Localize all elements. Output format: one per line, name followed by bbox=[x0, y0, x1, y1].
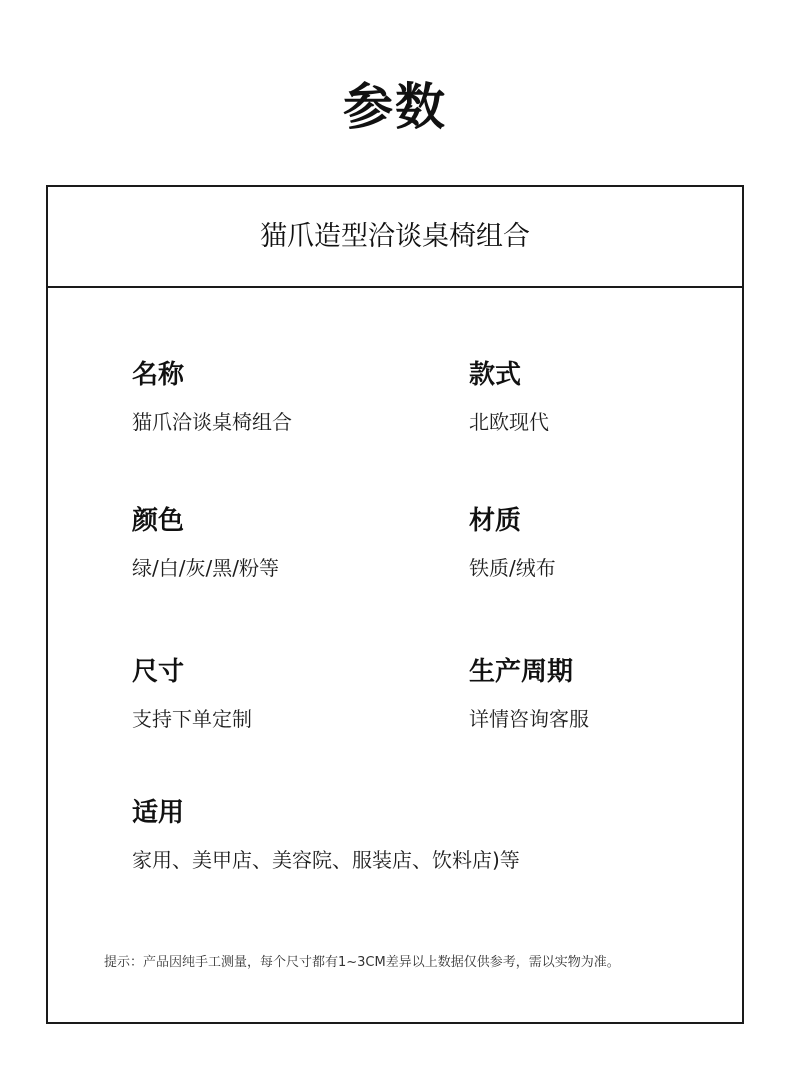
spec-value: 猫爪洽谈桌椅组合 bbox=[132, 410, 292, 434]
spec-label: 材质 bbox=[469, 506, 522, 536]
spec-color bbox=[132, 504, 279, 582]
spec-name bbox=[132, 358, 292, 436]
spec-value: 铁质/绒布 bbox=[469, 556, 556, 580]
spec-style bbox=[469, 358, 549, 436]
spec-value: 绿/白/灰/黑/粉等 bbox=[132, 556, 279, 580]
spec-material bbox=[469, 504, 556, 582]
spec-table bbox=[46, 185, 744, 1024]
spec-value: 北欧现代 bbox=[469, 410, 549, 434]
spec-applicable bbox=[132, 796, 520, 874]
spec-label: 名称 bbox=[132, 360, 185, 390]
spec-label: 生产周期 bbox=[469, 657, 574, 687]
spec-label: 适用 bbox=[132, 798, 185, 828]
spec-label: 颜色 bbox=[132, 506, 185, 536]
product-name-header: 猫爪造型洽谈桌椅组合 bbox=[48, 187, 742, 288]
spec-value: 详情咨询客服 bbox=[469, 707, 589, 731]
spec-size bbox=[132, 655, 252, 733]
spec-production-cycle bbox=[469, 655, 589, 733]
page-title: 参数 bbox=[343, 78, 447, 136]
spec-label: 款式 bbox=[469, 360, 522, 390]
spec-label: 尺寸 bbox=[132, 657, 185, 687]
spec-value: 家用、美甲店、美容院、服装店、饮料店)等 bbox=[132, 848, 520, 872]
measurement-note: 提示：产品因纯手工测量，每个尺寸都有1~3CM差异以上数据仅供参考，需以实物为准。 bbox=[104, 955, 620, 970]
spec-value: 支持下单定制 bbox=[132, 707, 252, 731]
